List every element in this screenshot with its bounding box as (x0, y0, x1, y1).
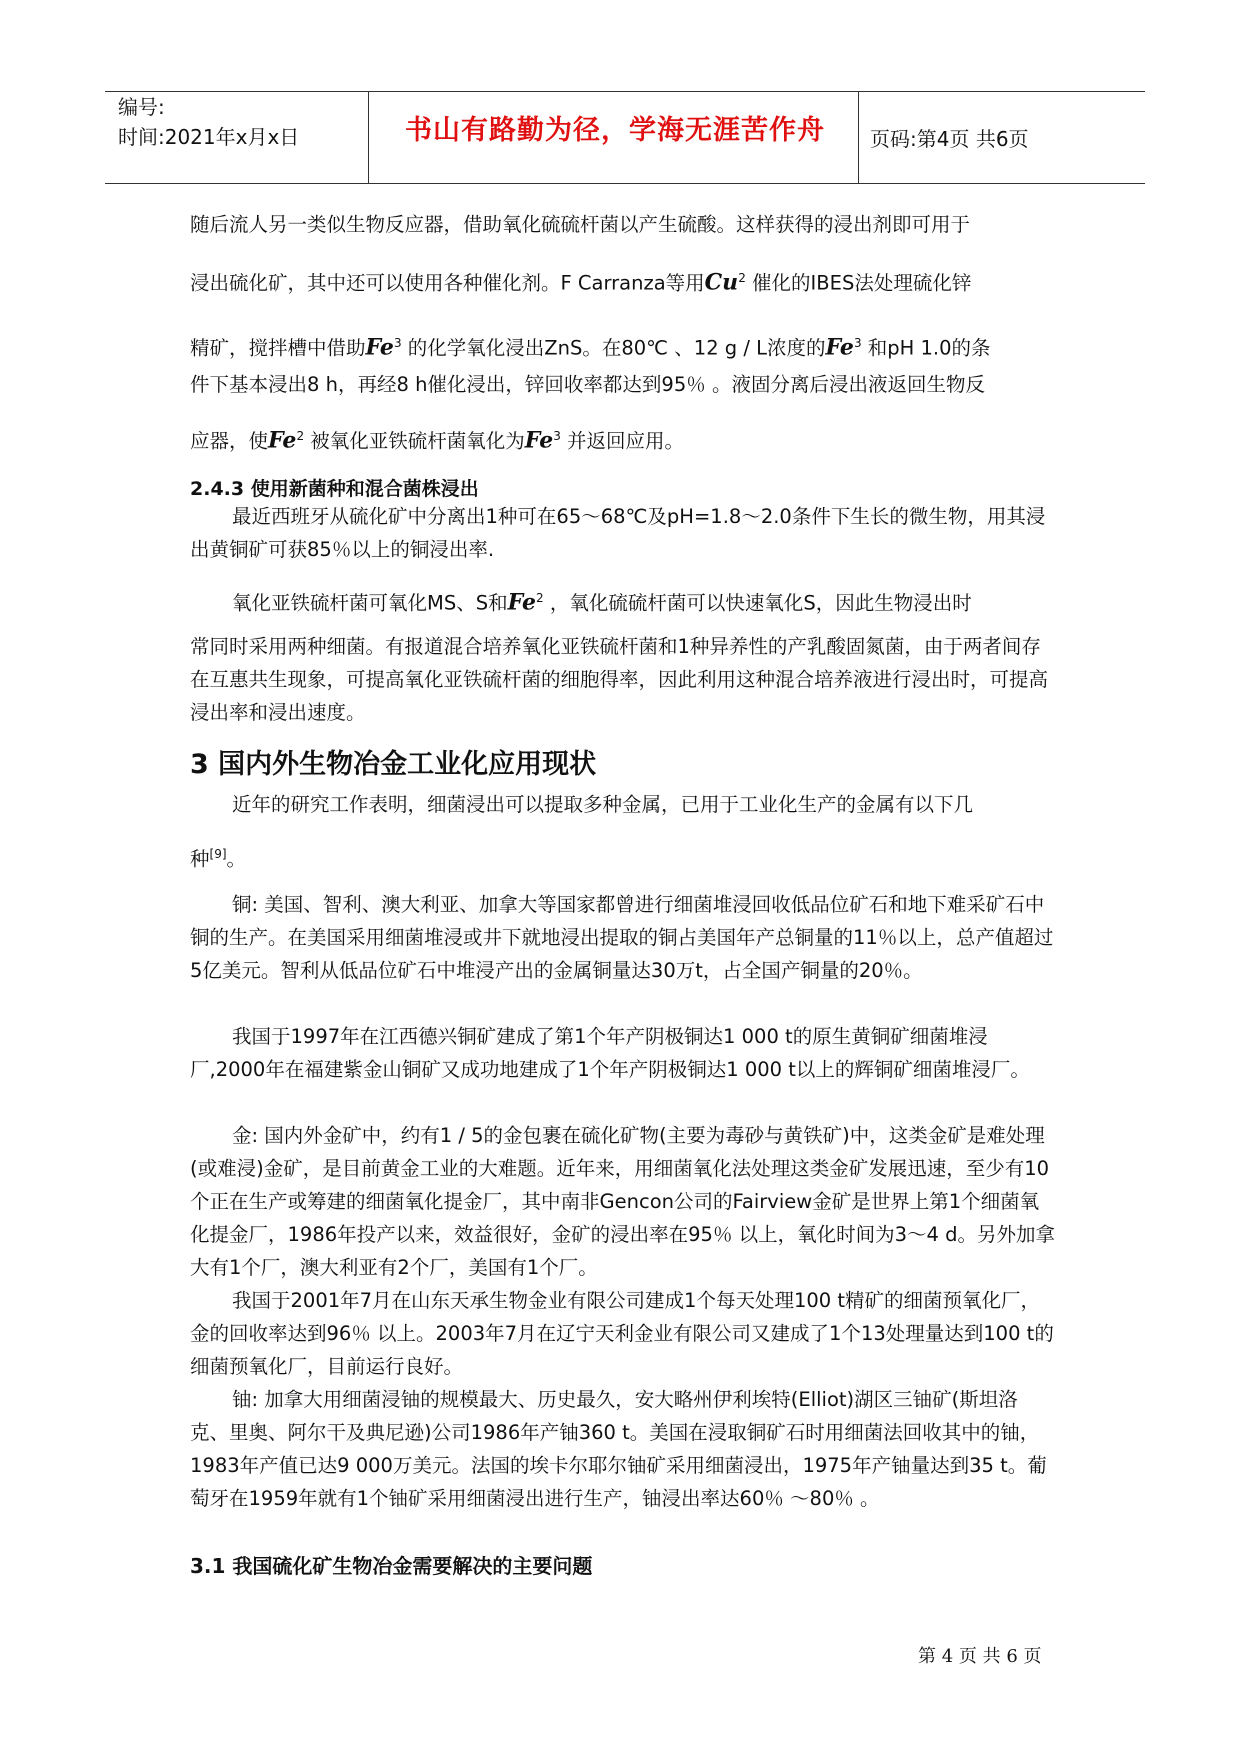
formula-fe: Fe (825, 334, 854, 361)
section-heading-3-1: 3.1 我国硫化矿生物冶金需要解决的主要问题 (190, 1554, 593, 1578)
superscript: 2 (296, 429, 305, 443)
text-span: 和pH 1.0的条 (861, 336, 991, 360)
paragraph-1-line-2 (190, 262, 1056, 300)
paragraph-4-line-1: 近年的研究工作表明，细菌浸出可以提取多种金属，已用于工业化生产的金属有以下几 (232, 793, 974, 816)
text-span: 种 (190, 847, 210, 871)
paragraph-4-line-2 (190, 838, 1056, 876)
superscript: 3 (853, 336, 862, 350)
paragraph-china-copper: 我国于1997年在江西德兴铜矿建成了第1个年产阴极铜达1 000 t的原生黄铜矿细菌堆浸厂,2000年在福建紫金山铜矿又成功地建成了1个年产阴极铜达1 000 t以上的辉铜矿细菌堆浸厂。 (190, 1025, 1030, 1081)
header-meta (118, 92, 299, 152)
superscript: 2 (738, 271, 746, 285)
text-span: 应器，使 (190, 429, 269, 453)
text-span: 被氧化亚铁硫杆菌氧化为 (304, 429, 525, 453)
header-page-label: 页码:第4页 共6页 (870, 127, 1029, 151)
header-bottom-rule (105, 183, 1145, 184)
formula-fe: Fe (365, 334, 394, 361)
text-span: 氧化亚铁硫杆菌可氧化MS、S和 (232, 591, 508, 615)
paragraph-1-line-5 (190, 420, 1056, 458)
paragraph-uranium: 铀: 加拿大用细菌浸铀的规模最大、历史最久，安大略州伊利埃特(Elliot)湖区三铀矿(斯坦洛克、里奥、阿尔干及典尼逊)公司1986年产铀360 t。美国在浸取铜矿石时用细菌法回收其中的铀，1983年产值已达9 000万美元。法国的埃卡尔耶尔铀矿采用细菌浸出，1975年产铀量达到35 t。葡萄牙在1959年就有1个铀矿采用细菌浸出进行生产，铀浸出率达60％ ～80％ 。 (190, 1388, 1047, 1510)
header-number: 编号: (118, 95, 165, 119)
paragraph-1 (190, 208, 1056, 241)
header-motto: 书山有路勤为径，学海无涯苦作舟 (405, 115, 825, 146)
paragraph-copper: 铜: 美国、智利、澳大利亚、加拿大等国家都曾进行细菌堆浸回收低品位矿石和地下难采矿石中铜的生产。在美国采用细菌堆浸或井下就地浸出提取的铜占美国年产总铜量的11％以上，总产值超过5亿美元。智利从低品位矿石中堆浸产出的金属铜量达30万t，占全国产铜量的20％。 (190, 893, 1054, 982)
text-span: 精矿，搅拌槽中借助 (190, 336, 366, 360)
text-span: ，氧化硫硫杆菌可以快速氧化S，因此生物浸出时 (543, 591, 972, 615)
superscript: 2 (536, 591, 544, 605)
formula-fe: Fe (268, 427, 297, 454)
superscript: 3 (553, 429, 561, 443)
text-span: 浸出硫化矿，其中还可以使用各种催化剂。F Carranza等用 (190, 271, 705, 295)
text-span: 。 (226, 847, 247, 871)
text-span: 的化学氧化浸出ZnS。在80℃ 、12 g / L浓度的 (401, 336, 826, 360)
section-heading-3: 3 国内外生物冶金工业化应用现状 (190, 749, 597, 780)
paragraph-china-gold: 我国于2001年7月在山东天承生物金业有限公司建成1个每天处理100 t精矿的细菌预氧化厂，金的回收率达到96％ 以上。2003年7月在辽宁天利金业有限公司又建成了1个13处理量达到100 t的细菌预氧化厂，目前运行良好。 (190, 1289, 1054, 1378)
reference-mark: [9] (209, 847, 227, 861)
header-time: 时间:2021年x月x日 (118, 125, 300, 149)
text-line: 随后流人另一类似生物反应器，借助氧化硫硫杆菌以产生硫酸。这样获得的浸出剂即可用于 (190, 213, 971, 236)
text-span: 催化的IBES法处理硫化锌 (745, 271, 972, 295)
page-footer: 第 4 页 共 6 页 (918, 1646, 1042, 1667)
paragraph-1-line-4 (190, 368, 1056, 401)
paragraph-gold: 金: 国内外金矿中，约有1 / 5的金包裹在硫化矿物(主要为毒砂与黄铁矿)中，这类金矿是难处理(或难浸)金矿，是目前黄金工业的大难题。近年来，用细菌氧化法处理这类金矿发展迅速，至少有10个正在生产或筹建的细菌氧化提金厂，其中南非Gencon公司的Fairview金矿是世界上第1个细菌氧化提金厂，1986年投产以来，效益很好，金矿的浸出率在95％ 以上，氧化时间为3～4 d。另外加拿大有1个厂，澳大利亚有2个厂，美国有1个厂。 (190, 1124, 1056, 1279)
paragraph-2: 最近西班牙从硫化矿中分离出1种可在65～68℃及pH=1.8～2.0条件下生长的微生物，用其浸出黄铜矿可获85％以上的铜浸出率. (190, 505, 1046, 561)
text-span: 件下基本浸出8 h，再经8 h催化浸出，锌回收率都达到95％ 。液固分离后浸出液返回生物反 (190, 373, 985, 396)
paragraph-3: 常同时采用两种细菌。有报道混合培养氧化亚铁硫杆菌和1种异养性的产乳酸固氮菌，由于两者间存在互惠共生现象，可提高氧化亚铁硫杆菌的细胞得率，因此利用这种混合培养液进行浸出时，可提高浸出率和浸出速度。 (190, 635, 1049, 724)
section-heading-2-4-3: 2.4.3 使用新菌种和混合菌株浸出 (190, 478, 479, 500)
paragraph-3-line-1 (190, 582, 1056, 620)
formula-fe: Fe (507, 589, 537, 616)
superscript: 3 (393, 336, 402, 350)
paragraph-1-line-3 (190, 327, 1056, 365)
header-divider-left (368, 92, 369, 184)
formula-fe: Fe (524, 427, 554, 454)
text-span: 并返回应用。 (560, 429, 685, 453)
formula-cu: Cu (704, 269, 739, 296)
